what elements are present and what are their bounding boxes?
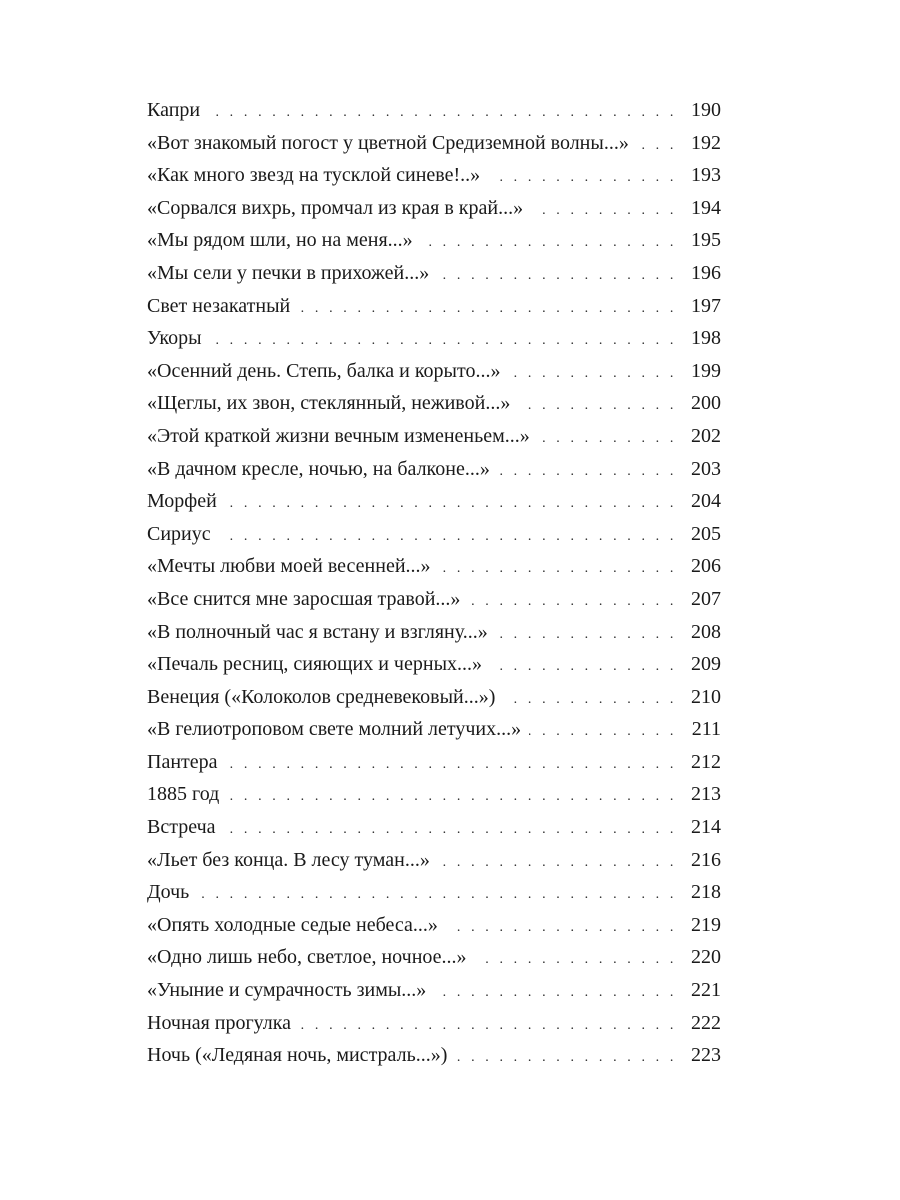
dot-leader — [226, 749, 677, 782]
toc-entry-title: Капри — [147, 99, 201, 121]
dot-leader — [299, 1010, 677, 1043]
dot-leader — [434, 977, 677, 1010]
toc-entry-page: 207 — [691, 587, 721, 610]
toc-entry — [147, 583, 721, 616]
table-of-contents — [147, 94, 721, 1072]
toc-entry — [147, 778, 721, 811]
toc-entry-page: 209 — [691, 653, 721, 676]
toc-entry-page: 198 — [691, 327, 721, 350]
toc-entry-page: 216 — [691, 848, 721, 871]
toc-entry-title: Ночная прогулка — [147, 1011, 292, 1034]
toc-entry — [147, 876, 721, 909]
toc-entry-title: «В гелиотроповом свете молний летучих...» — [147, 718, 522, 741]
toc-entry — [147, 127, 721, 160]
dot-leader — [298, 293, 677, 326]
toc-entry-page: 208 — [691, 620, 721, 643]
dot-leader — [446, 912, 677, 945]
toc-entry — [147, 192, 721, 225]
dot-leader — [475, 944, 677, 977]
toc-entry-title: «Печаль ресниц, сияющих и черных...» — [147, 653, 482, 676]
dot-leader — [219, 521, 677, 554]
toc-entry — [147, 355, 721, 388]
dot-leader — [455, 1042, 677, 1075]
dot-leader — [518, 390, 677, 423]
toc-entry-title: «Этой краткой жизни вечным измененьем...» — [147, 424, 530, 447]
toc-entry — [147, 811, 721, 844]
toc-entry — [147, 257, 721, 290]
toc-entry-page: 210 — [691, 685, 721, 708]
toc-entry-page: 192 — [691, 131, 721, 154]
toc-entry — [147, 681, 721, 714]
toc-entry-page: 196 — [691, 261, 721, 284]
toc-entry-page: 220 — [691, 946, 721, 969]
toc-entry-page: 200 — [691, 392, 721, 415]
toc-entry — [147, 713, 721, 746]
toc-entry-title: «Сорвался вихрь, промчал из края в край...» — [147, 196, 524, 219]
toc-entry — [147, 974, 721, 1007]
toc-entry-title: «Щеглы, их звон, стеклянный, неживой...» — [147, 392, 511, 415]
toc-entry-title: «Как много звезд на тусклой синеве!..» — [147, 164, 481, 187]
toc-entry — [147, 616, 721, 649]
toc-entry — [147, 518, 721, 551]
toc-entry — [147, 159, 721, 192]
toc-entry-title: Ночь («Ледяная ночь, мистраль...») — [147, 1044, 448, 1067]
dot-leader — [208, 97, 677, 130]
toc-entry-page: 222 — [691, 1011, 721, 1034]
toc-entry — [147, 453, 721, 486]
dot-leader — [468, 586, 677, 619]
dot-leader — [210, 325, 677, 358]
dot-leader — [227, 781, 677, 814]
toc-entry-title: Венеция («Колоколов средневековый...») — [147, 685, 496, 708]
dot-leader — [508, 358, 677, 391]
toc-entry-title: Свет незакатный — [147, 294, 291, 317]
toc-entry-page: 219 — [691, 913, 721, 936]
toc-entry — [147, 387, 721, 420]
dot-leader — [496, 619, 677, 652]
toc-entry-title: «Все снится мне заросшая травой...» — [147, 587, 461, 610]
toc-entry-title: «Вот знакомый погост у цветной Средиземной волны...» — [147, 131, 629, 154]
toc-entry — [147, 746, 721, 779]
dot-leader — [490, 651, 677, 684]
dot-leader — [637, 130, 677, 163]
toc-entry — [147, 290, 721, 323]
toc-entry-page: 204 — [691, 490, 721, 513]
toc-entry — [147, 224, 721, 257]
toc-entry-title: 1885 год — [147, 783, 220, 806]
toc-entry-page: 218 — [691, 881, 721, 904]
toc-entry-page: 202 — [691, 424, 721, 447]
toc-entry-title: «В полночный час я встану и взгляну...» — [147, 620, 488, 643]
toc-entry-page: 195 — [691, 229, 721, 252]
toc-entry-page: 223 — [691, 1044, 721, 1067]
toc-entry-title: Встреча — [147, 816, 216, 839]
toc-entry-page: 205 — [691, 522, 721, 545]
toc-entry-page: 221 — [691, 979, 721, 1002]
dot-leader — [529, 716, 677, 749]
toc-entry-title: «Мечты любви моей весенней...» — [147, 555, 431, 578]
toc-entry — [147, 941, 721, 974]
toc-entry-title: «В дачном кресле, ночью, на балконе...» — [147, 457, 490, 480]
dot-leader — [488, 162, 677, 195]
toc-entry — [147, 844, 721, 877]
toc-entry-page: 211 — [691, 718, 721, 741]
dot-leader — [538, 423, 677, 456]
toc-entry-title: «Опять холодные седые небеса...» — [147, 913, 438, 936]
dot-leader — [421, 227, 677, 260]
toc-entry-title: «Осенний день. Степь, балка и корыто...» — [147, 359, 501, 382]
toc-entry-title: «Уныние и сумрачность зимы...» — [147, 979, 427, 1002]
dot-leader — [197, 879, 677, 912]
toc-entry-page: 197 — [691, 294, 721, 317]
toc-entry — [147, 420, 721, 453]
toc-entry-title: Дочь — [147, 881, 190, 904]
toc-entry — [147, 909, 721, 942]
toc-entry-title: Пантера — [147, 750, 218, 773]
toc-entry — [147, 485, 721, 518]
toc-entry-page: 206 — [691, 555, 721, 578]
toc-entry-page: 212 — [691, 750, 721, 773]
toc-entry-page: 214 — [691, 816, 721, 839]
dot-leader — [439, 553, 677, 586]
dot-leader — [225, 488, 677, 521]
dot-leader — [498, 456, 677, 489]
dot-leader — [503, 684, 677, 717]
toc-entry — [147, 1039, 721, 1072]
dot-leader — [224, 814, 677, 847]
toc-entry-page: 193 — [691, 164, 721, 187]
toc-entry-title: Укоры — [147, 327, 202, 350]
toc-entry — [147, 648, 721, 681]
toc-entry — [147, 1007, 721, 1040]
dot-leader — [438, 847, 677, 880]
toc-entry-page: 203 — [691, 457, 721, 480]
toc-entry-page: 194 — [691, 196, 721, 219]
dot-leader — [531, 195, 677, 228]
dot-leader — [437, 260, 677, 293]
toc-entry — [147, 550, 721, 583]
toc-entry-title: «Мы сели у печки в прихожей...» — [147, 261, 430, 284]
toc-entry-title: «Льет без конца. В лесу туман...» — [147, 848, 430, 871]
toc-entry-page: 199 — [691, 359, 721, 382]
toc-entry-page: 190 — [691, 99, 721, 121]
toc-entry — [147, 322, 721, 355]
toc-entry — [147, 94, 721, 127]
toc-entry-title: «Одно лишь небо, светлое, ночное...» — [147, 946, 467, 969]
toc-entry-page: 213 — [691, 783, 721, 806]
toc-entry-title: Сириус — [147, 522, 211, 545]
toc-entry-title: «Мы рядом шли, но на меня...» — [147, 229, 413, 252]
toc-entry-title: Морфей — [147, 490, 217, 513]
